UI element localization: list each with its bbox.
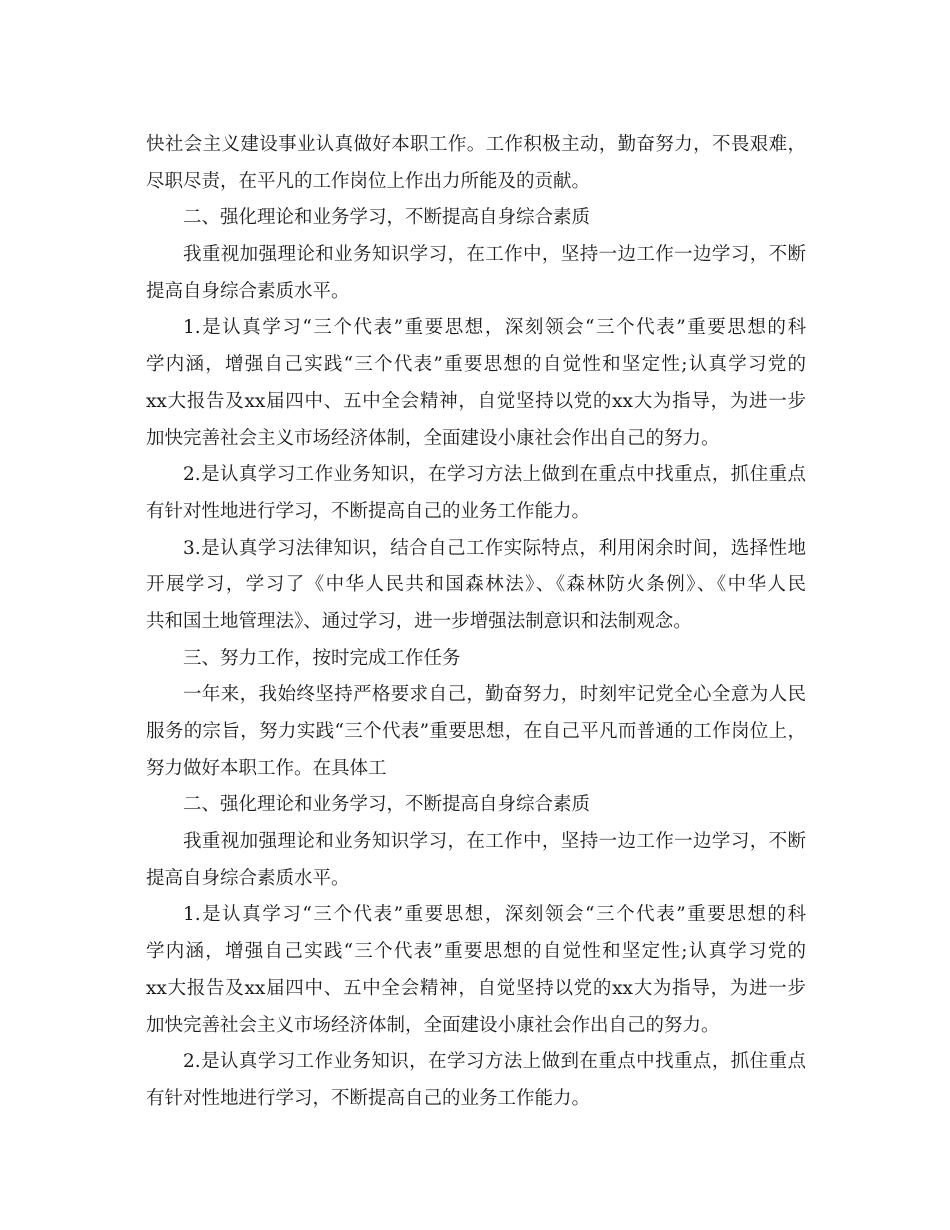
text-line: 二、强化理论和业务学习，不断提高自身综合素质 — [183, 794, 591, 816]
text-line: 2.是认真学习工作业务知识，在学习方法上做到在重点中找重点，抓住重点 — [183, 1051, 806, 1073]
text-line: 加快完善社会主义市场经济体制，全面建设小康社会作出自己的努力。 — [146, 427, 720, 449]
text-line: 一年来，我始终坚持严格要求自己，勤奋努力，时刻牢记党全心全意为人民 — [183, 684, 806, 706]
text-line: 服务的宗旨，努力实践“三个代表”重要思想，在自己平凡而普通的工作岗位上， — [146, 721, 806, 742]
text-line: 3.是认真学习法律知识，结合自己工作实际特点，利用闲余时间，选择性地 — [183, 537, 806, 559]
text-line: 二、强化理论和业务学习，不断提高自身综合素质 — [183, 207, 591, 229]
text-line: 提高自身综合素质水平。 — [146, 867, 350, 889]
text-line: 尽职尽责，在平凡的工作岗位上作出力所能及的贡献。 — [146, 170, 591, 192]
text-line: 共和国土地管理法》、通过学习，进一步增强法制意识和法制观念。 — [146, 610, 692, 632]
text-line: 有针对性地进行学习，不断提高自己的业务工作能力。 — [146, 500, 591, 522]
text-line: 1.是认真学习“三个代表”重要思想，深刻领会“三个代表”重要思想的科 — [183, 904, 806, 926]
text-line: xx大报告及xx届四中、五中全会精神，自觉坚持以党的xx大为指导，为进一步 — [146, 977, 806, 999]
text-line: 努力做好本职工作。在具体工 — [146, 757, 387, 779]
text-line: 我重视加强理论和业务知识学习，在工作中，坚持一边工作一边学习，不断 — [183, 244, 806, 266]
text-line: 快社会主义建设事业认真做好本职工作。工作积极主动，勤奋努力，不畏艰难， — [146, 134, 806, 155]
text-line: 提高自身综合素质水平。 — [146, 280, 350, 302]
text-line: 我重视加强理论和业务知识学习，在工作中，坚持一边工作一边学习，不断 — [183, 831, 806, 853]
text-line: 学内涵，增强自己实践“三个代表”重要思想的自觉性和坚定性;认真学习党的 — [146, 354, 806, 376]
text-line: 加快完善社会主义市场经济体制，全面建设小康社会作出自己的努力。 — [146, 1014, 720, 1036]
text-line: 1.是认真学习“三个代表”重要思想，深刻领会“三个代表”重要思想的科 — [183, 317, 806, 339]
text-line: xx大报告及xx届四中、五中全会精神，自觉坚持以党的xx大为指导，为进一步 — [146, 390, 806, 412]
text-line: 2.是认真学习工作业务知识，在学习方法上做到在重点中找重点，抓住重点 — [183, 464, 806, 486]
document-body — [146, 127, 806, 1118]
text-line: 有针对性地进行学习，不断提高自己的业务工作能力。 — [146, 1087, 591, 1109]
text-line: 三、努力工作，按时完成工作任务 — [183, 647, 461, 669]
text-line: 学内涵，增强自己实践“三个代表”重要思想的自觉性和坚定性;认真学习党的 — [146, 941, 806, 963]
text-line: 开展学习，学习了《中华人民共和国森林法》、《森林防火条例》、《中华人民 — [146, 574, 806, 596]
